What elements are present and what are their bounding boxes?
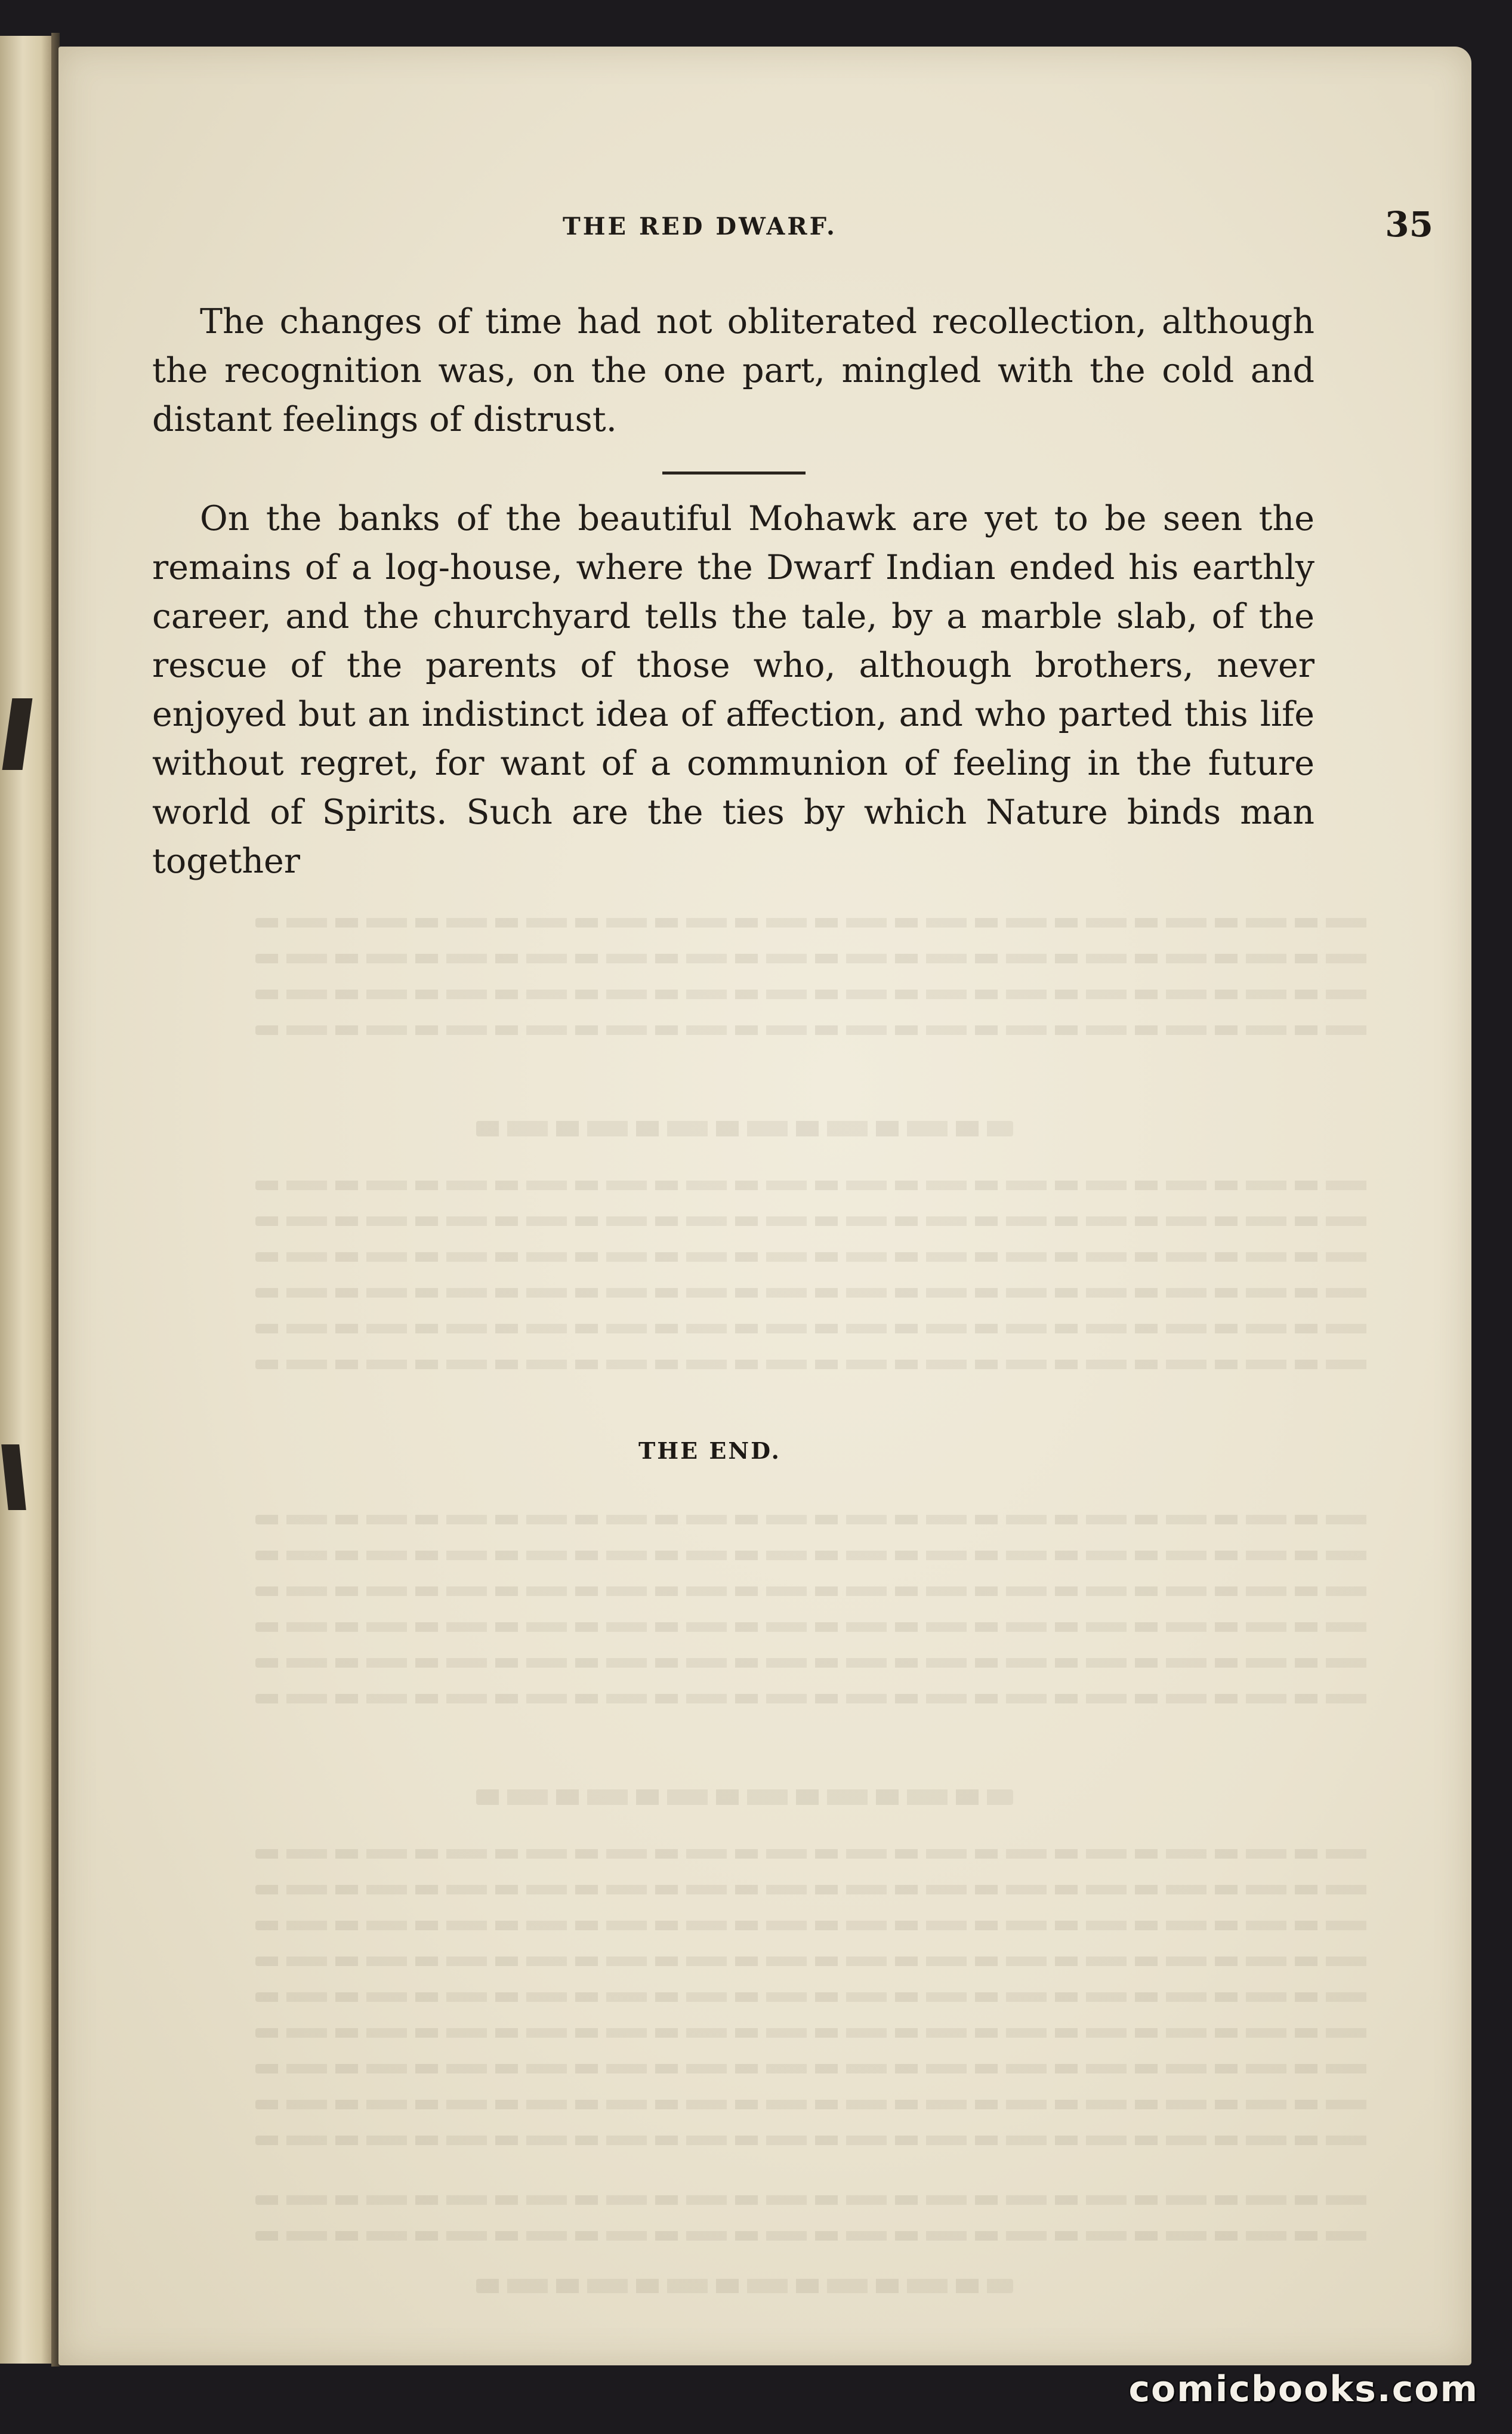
bleed-through-text <box>255 990 1371 999</box>
bleed-through-text <box>255 1551 1371 1560</box>
site-watermark: comicbooks.com <box>1128 2368 1479 2410</box>
bleed-through-text <box>476 1121 1013 1136</box>
page-header <box>58 204 1471 248</box>
bleed-through-text <box>255 1181 1371 1190</box>
bleed-through-text <box>255 1658 1371 1668</box>
bleed-through-text <box>255 1515 1371 1524</box>
bleed-through-text <box>476 2279 1013 2293</box>
bleed-through-text <box>255 2100 1371 2109</box>
bleed-through-text <box>255 1921 1371 1930</box>
bleed-through-text <box>255 1957 1371 1966</box>
page-number: 35 <box>1385 204 1433 245</box>
bleed-through-text <box>255 2136 1371 2145</box>
bleed-through-text <box>255 1885 1371 1894</box>
bleed-through-text <box>255 1992 1371 2002</box>
bleed-through-text <box>255 1025 1371 1035</box>
bleed-through-text <box>255 1586 1371 1596</box>
the-end-label: THE END. <box>638 1437 781 1464</box>
bleed-through-text <box>476 1789 1013 1805</box>
bleed-through-text <box>255 918 1371 928</box>
bleed-through-text <box>255 1622 1371 1632</box>
bleed-through-text <box>255 2195 1371 2205</box>
bleed-through-text <box>255 1288 1371 1298</box>
facing-page-edge <box>0 36 51 2364</box>
running-title: THE RED DWARF. <box>563 212 837 241</box>
book-page <box>58 47 1471 2365</box>
bleed-through-text <box>255 2028 1371 2038</box>
section-divider-rule <box>662 472 806 475</box>
bleed-through-text <box>255 1360 1371 1369</box>
bleed-through-text <box>255 1324 1371 1333</box>
body-paragraph: On the banks of the beautiful Mohawk are yet to be seen the remains of a log-house, where the Dwarf Indian ended his earthly career, and the churchyard tells the tale, by a marble slab, of the rescue of the parents of those who, although brothers, never enjoyed but an indistinct idea of affection, and who parted this life without regret, for want of a communion of feeling in the future world of Spirits. Such are the ties by which Nature binds man together <box>152 499 1314 881</box>
bleed-through-text <box>255 2064 1371 2073</box>
bleed-through-text <box>255 954 1371 963</box>
bleed-through-text <box>255 1849 1371 1859</box>
body-paragraph: The changes of time had not obliterated recollection, although the recognition was, on the one part, mingled with the cold and distant feelings of distrust. <box>152 302 1314 439</box>
bleed-through-text <box>255 1216 1371 1226</box>
bleed-through-text <box>255 2231 1371 2241</box>
bleed-through-text <box>255 1694 1371 1703</box>
bleed-through-text <box>255 1252 1371 1262</box>
